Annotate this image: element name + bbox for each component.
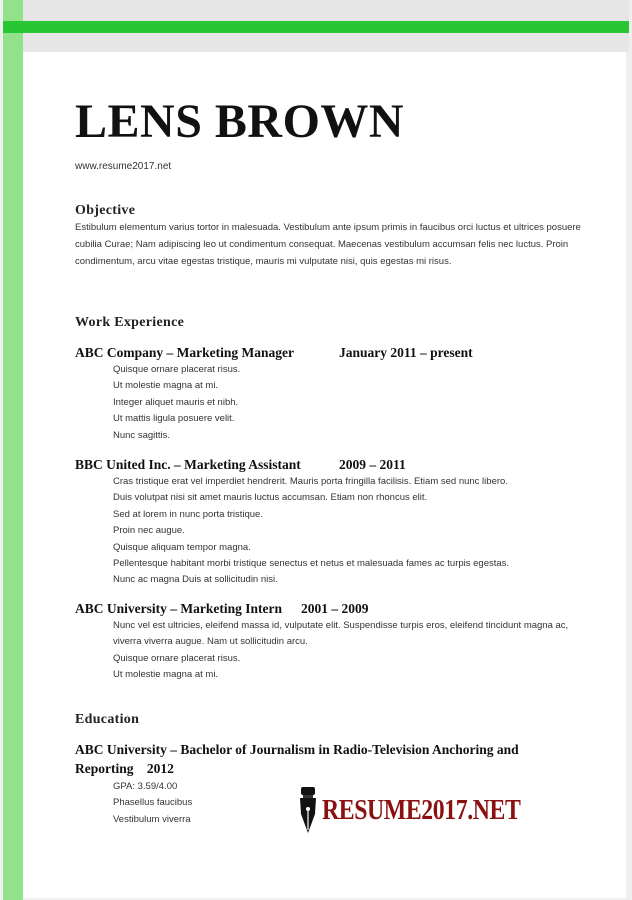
list-item: Vestibulum viverra — [113, 813, 191, 825]
job-duties-list — [113, 618, 583, 684]
list-item: Quisque ornare placerat risus. — [113, 364, 241, 375]
objective-heading: Objective — [75, 203, 136, 218]
list-item: Pellentesque habitant morbi tristique senectus et netus et malesuada fames ac turpis egestas. — [113, 558, 510, 570]
graduation-year: 2012 — [146, 761, 174, 776]
job-duties-list — [113, 362, 583, 444]
list-item: Nunc vel est ultricies, eleifend massa id, vulputate elit. Suspendisse turpis eros, eleifend tincidunt magna ac, viverra viverra augue. Nam ut sollicitudin arcu. — [113, 620, 569, 648]
degree-title-end: Reporting — [75, 761, 134, 776]
list-item: GPA: 3.59/4.00 — [113, 781, 178, 792]
degree-title: ABC University – Bachelor of Journalism in Radio-Television Anchoring and — [75, 742, 519, 757]
list-item: Sed at lorem in nunc porta tristique. — [113, 508, 263, 520]
job-dates: 2001 – 2009 — [301, 601, 369, 616]
work-experience-heading: Work Experience — [75, 315, 185, 330]
list-item: Ut molestie magna at mi. — [113, 380, 219, 392]
list-item: Nunc sagittis. — [113, 429, 171, 441]
objective-text: Estibulum elementum varius tortor in malesuada. Vestibulum ante ipsum primis in faucibus orci luctus et ultrices posuere cubilia Curae; Nam adipiscing leo ut condimentum consequat. Maecenas vestibulum accumsan felis nec luctus. Proin condimentum, arcu vitae egestas tristique, mauris mi vulputate nisi, quis egestas mi risus. — [75, 222, 581, 267]
job-dates: January 2011 – present — [339, 345, 473, 360]
job-duties-list — [113, 474, 583, 589]
list-item: Ut mattis ligula posuere velit. — [113, 413, 235, 425]
job-dates: 2009 – 2011 — [339, 457, 406, 472]
logo-wordmark: RESUME2017.NET — [322, 794, 521, 826]
website-link[interactable]: www.resume2017.net — [75, 161, 172, 172]
list-item: Proin nec augue. — [113, 525, 185, 537]
resume-site-logo — [296, 786, 528, 838]
job-title: BBC United Inc. – Marketing Assistant — [75, 457, 301, 472]
degree-title-continued — [75, 761, 174, 777]
list-item: Phasellus faucibus — [113, 797, 193, 809]
list-item: Quisque aliquam tempor magna. — [113, 541, 251, 553]
list-item: Ut molestie magna at mi. — [113, 669, 219, 681]
education-heading: Education — [75, 712, 140, 727]
job-title: ABC Company – Marketing Manager — [75, 345, 294, 360]
list-item: Cras tristique erat vel imperdiet hendrerit. Mauris porta fringilla facilisis. Etiam sed nunc libero. — [113, 476, 508, 487]
candidate-name: LENS BROWN — [75, 95, 405, 148]
fountain-pen-icon — [296, 786, 320, 838]
list-item: Integer aliquet mauris et nibh. — [113, 396, 239, 408]
top-accent-stripe — [3, 21, 629, 33]
job-title: ABC University – Marketing Intern — [75, 601, 282, 616]
list-item: Duis volutpat nisi sit amet mauris luctus accumsan. Etiam non rhoncus elit. — [113, 492, 428, 504]
list-item: Quisque ornare placerat risus. — [113, 652, 241, 664]
list-item: Nunc ac magna Duis at sollicitudin nisi. — [113, 574, 278, 586]
left-accent-bar — [3, 0, 23, 900]
left-accent-bar-top — [3, 33, 23, 52]
